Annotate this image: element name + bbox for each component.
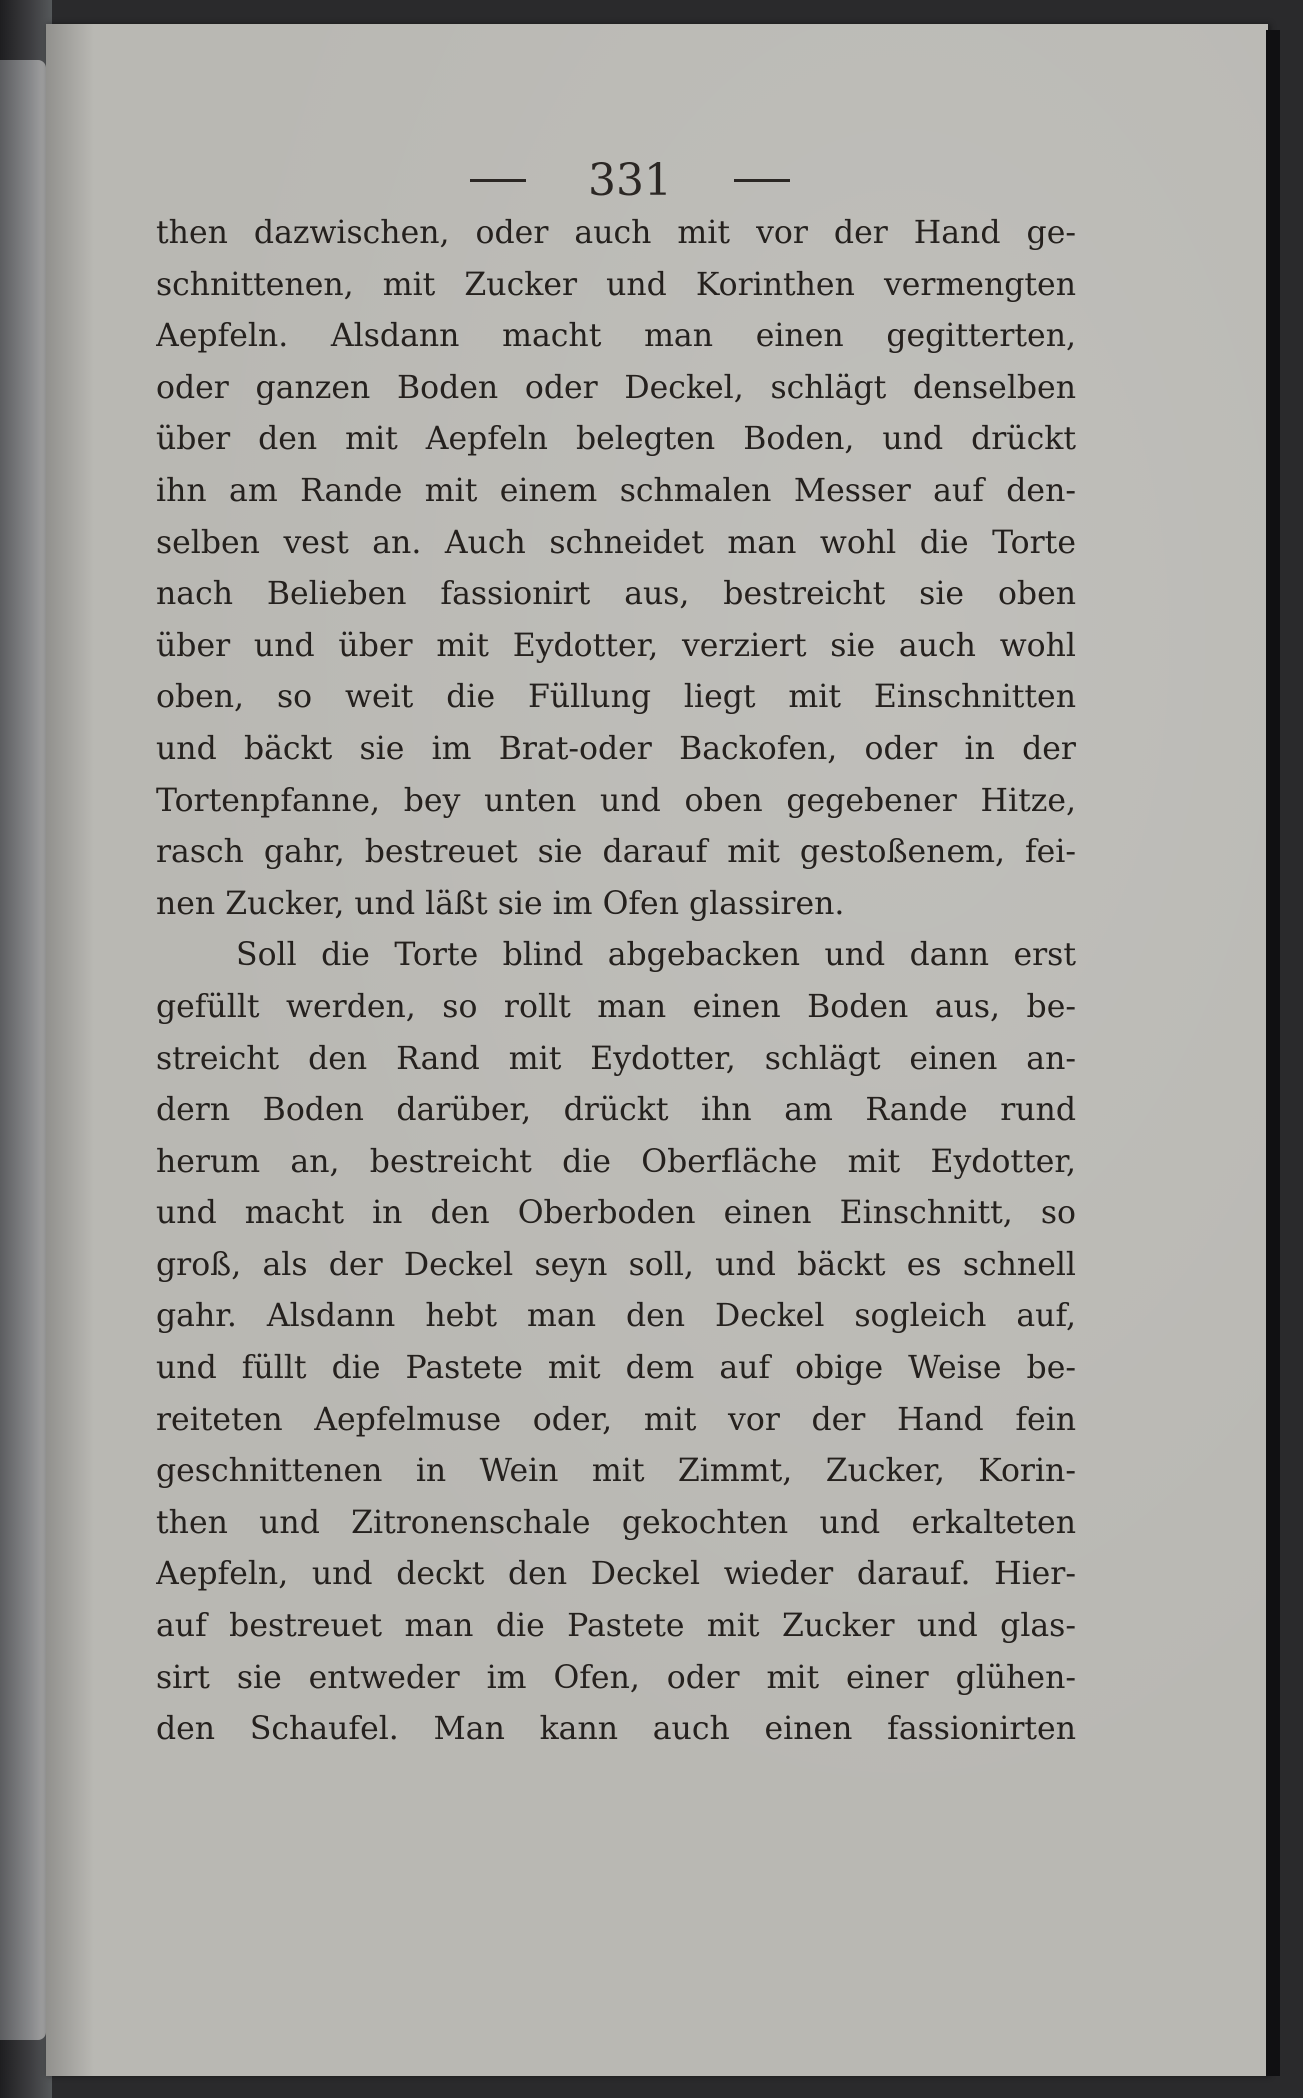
header-rule-left xyxy=(470,179,526,182)
text-line: auf bestreuet man die Pastete mit Zucker und glas- xyxy=(156,1608,1076,1645)
text-line: reiteten Aepfelmuse oder, mit vor der Hand fein xyxy=(156,1401,1076,1438)
text-line: Aepfeln, und deckt den Deckel wieder darauf. Hier- xyxy=(156,1556,1076,1593)
text-line: nach Belieben fassionirt aus, bestreicht sie oben xyxy=(156,576,1076,613)
text-line: geschnittenen in Wein mit Zimmt, Zucker, Korin- xyxy=(156,1453,1076,1490)
text-line: sirt sie entweder im Ofen, oder mit einer glühen- xyxy=(156,1659,1076,1696)
body-text xyxy=(156,208,1076,1756)
text-line: Soll die Torte blind abgebacken und dann erst xyxy=(236,937,1076,974)
text-line: und bäckt sie im Brat-oder Backofen, oder in der xyxy=(156,730,1076,767)
text-line: über und über mit Eydotter, verziert sie auch wohl xyxy=(156,627,1076,664)
text-line: über den mit Aepfeln belegten Boden, und drückt xyxy=(156,421,1076,458)
text-line: oder ganzen Boden oder Deckel, schlägt denselben xyxy=(156,369,1076,406)
text-line: rasch gahr, bestreuet sie darauf mit gestoßenem, fei- xyxy=(156,834,1076,871)
text-line: und füllt die Pastete mit dem auf obige Weise be- xyxy=(156,1350,1076,1387)
text-line: oben, so weit die Füllung liegt mit Einschnitten xyxy=(156,679,1076,716)
text-line: schnittenen, mit Zucker und Korinthen vermengten xyxy=(156,266,1076,303)
text-line: ihn am Rande mit einem schmalen Messer auf den- xyxy=(156,472,1076,509)
text-line: gefüllt werden, so rollt man einen Boden aus, be- xyxy=(156,988,1076,1025)
text-line: gahr. Alsdann hebt man den Deckel sogleich auf, xyxy=(156,1298,1076,1335)
page-number: 331 xyxy=(588,154,672,206)
text-line: then und Zitronenschale gekochten und erkalteten xyxy=(156,1504,1076,1541)
text-line: then dazwischen, oder auch mit vor der Hand ge- xyxy=(156,215,1076,251)
previous-page-edge xyxy=(0,60,46,2040)
text-line: dern Boden darüber, drückt ihn am Rande rund xyxy=(156,1092,1076,1129)
text-line: Aepfeln. Alsdann macht man einen gegitterten, xyxy=(156,318,1076,355)
text-line: selben vest an. Auch schneidet man wohl die Torte xyxy=(156,524,1076,561)
text-line: nen Zucker, und läßt sie im Ofen glassiren. xyxy=(156,885,845,922)
header-rule-right xyxy=(734,179,790,182)
page-shadow-edge xyxy=(1266,30,1280,2076)
text-line: den Schaufel. Man kann auch einen fassionirten xyxy=(156,1711,1076,1748)
text-line: streicht den Rand mit Eydotter, schlägt einen an- xyxy=(156,1040,1076,1077)
text-line: Tortenpfanne, bey unten und oben gegebener Hitze, xyxy=(156,782,1076,819)
text-line: herum an, bestreicht die Oberfläche mit Eydotter, xyxy=(156,1143,1076,1180)
text-line: und macht in den Oberboden einen Einschnitt, so xyxy=(156,1195,1076,1232)
page-header xyxy=(150,150,1110,210)
text-line: groß, als der Deckel seyn soll, und bäckt es schnell xyxy=(156,1246,1076,1283)
